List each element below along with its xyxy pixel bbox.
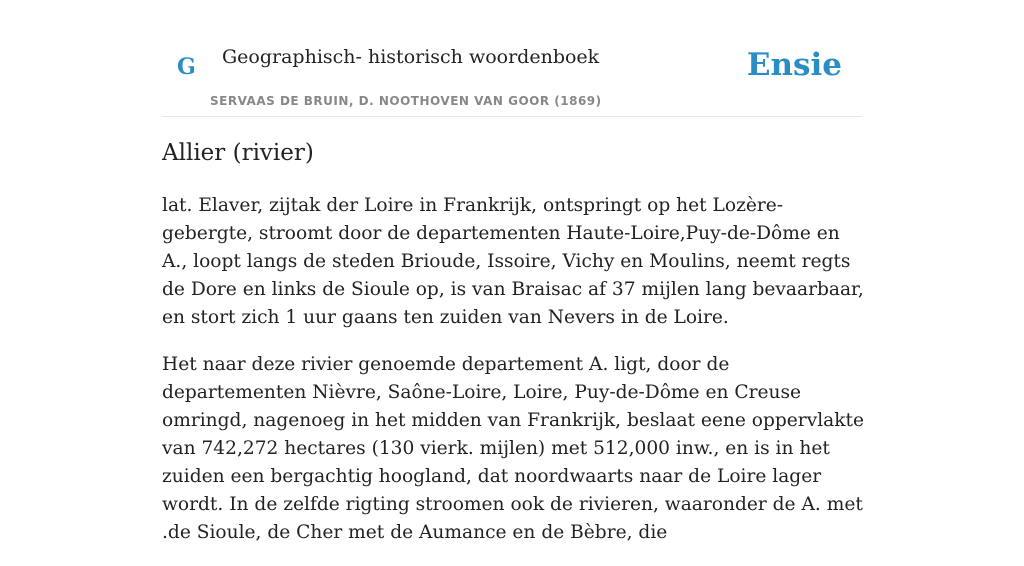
ensie-logo[interactable]: Ensie: [746, 47, 842, 83]
book-authors: SERVAAS DE BRUIN, D. NOOTHOVEN VAN GOOR (1869): [210, 94, 602, 108]
book-logo-icon[interactable]: G: [177, 54, 196, 80]
site-header: [162, 0, 862, 117]
entry-body: [162, 192, 864, 566]
entry-title: Allier (rivier): [162, 140, 314, 166]
entry-paragraph: lat. Elaver, zijtak der Loire in Frankrijk, ontspringt op het Lozère-gebergte, stroomt door de departementen Haute-Loire,Puy-de-Dôme en A., loopt langs de steden Brioude, Issoire, Vichy en Moulins, neemt regts de Dore en links de Sioule op, is van Braisac af 37 mijlen lang bevaarbaar, en stort zich 1 uur gaans ten zuiden van Nevers in de Loire.: [162, 195, 864, 328]
entry-paragraph: Het naar deze rivier genoemde departement A. ligt, door de departementen Nièvre, Saône-Loire, Loire, Puy-de-Dôme en Creuse omringd, nagenoeg in het midden van Frankrijk, beslaat eene oppervlakte van 742,272 hectares (130 vierk. mijlen) met 512,000 inw., en is in het zuiden een bergachtig hoogland, dat noordwaarts naar de Loire lager wordt. In de zelfde rigting stroomen ook de rivieren, waaronder de A. met .de Sioule, de Cher met de Aumance en de Bèbre, die: [162, 354, 864, 543]
book-title-link[interactable]: Geographisch- historisch woordenboek: [222, 46, 600, 68]
